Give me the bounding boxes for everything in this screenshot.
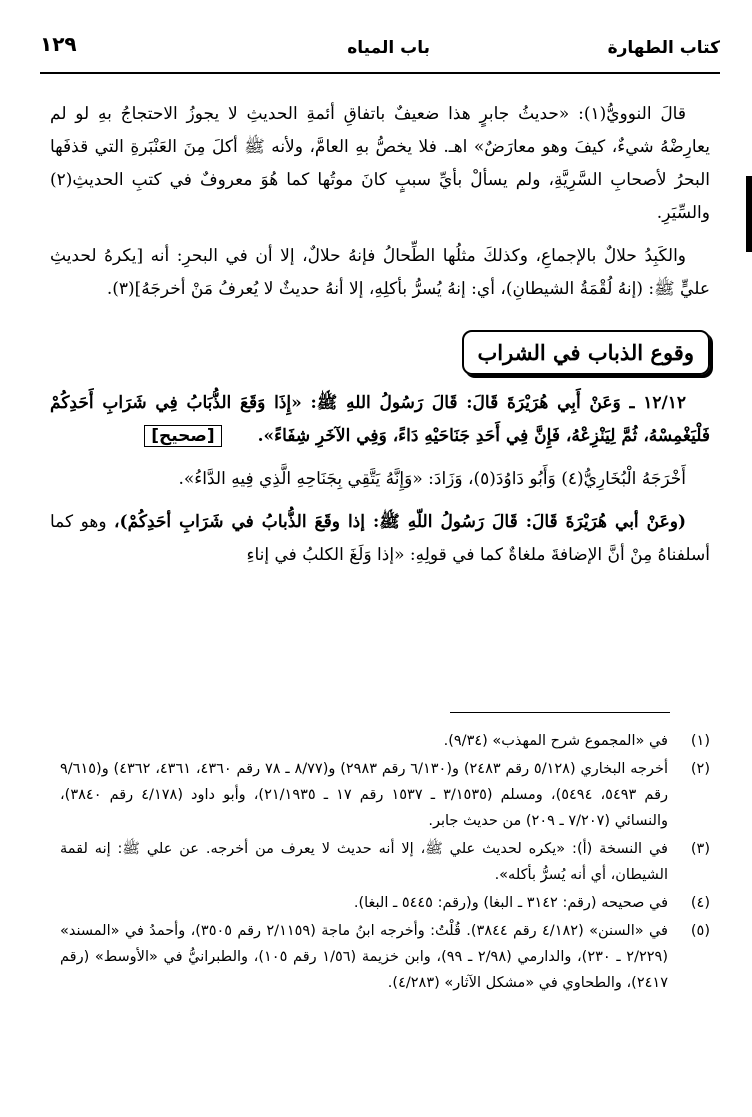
footnote (60, 756, 710, 834)
edge-mark (746, 176, 752, 252)
hadith-grade: [صحيح] (144, 425, 221, 447)
footnote-text: أخرجه البخاري (٥/١٢٨ رقم ٢٤٨٣) و(٦/١٣٠ رقم ٢٩٨٣) و(٨/٧٧ ـ ٧٨ رقم ٤٣٦٠، ٤٣٦١، ٤٣٦٢) و(٩/٦١٥ رقم ٥٤٩٣، ٥٤٩٤)، ومسلم (٣/١٥٣٥ ـ ١٥٣٧ رقم ١٧ ـ ٢١/١٩٣٥)، وأبو داود (٤/١٧٨ رقم ٣٨٤٠)، والنسائي (٧/٢٠٧ ـ ٢٠٩) من حديث جابر. (60, 761, 669, 829)
paragraph-liver: والكَبِدُ حلالٌ بالإجماعِ، وكذلكَ مثلُها الطِّحالُ فإنهُ حلالٌ، إلا أن في البحرِ: أنه [يكرهُ لحديثِ عليٍّ ﷺ: (إنهُ لُقْمَةُ الشيطانِ)، أي: إنهُ يُسرُّ بأكلِهِ، إلا أنهُ حديثٌ لا يُعرفُ مَنْ أخرجَهُ](٣). (50, 246, 710, 299)
footnote-number: (٤) (690, 895, 710, 911)
footnote-text: في «المجموع شرح المهذب» (٩/٣٤). (443, 733, 668, 749)
footnote (60, 918, 710, 996)
commentary-text: وهو كما أسلفناهُ مِنْ أنَّ الإضافةَ ملغاةٌ كما في قولِهِ: «إذا وَلَغَ الكلبُ في إناءِ (50, 512, 710, 565)
footnote-number: (٢) (690, 761, 710, 777)
paragraph-nawawi: قالَ النوويُّ(١): «حديثُ جابرٍ هذا ضعيفٌ باتفاقِ أئمةِ الحديثِ لا يجوزُ الاحتجاجُ بهِ لو لم يعارِضْهُ شيءٌ، كيفَ وهو معارَضٌ» اهـ. فلا يخصُّ بهِ العامَّ، ولأنه ﷺ أكلَ مِنَ العَنْبَرةِ التي قذفَها البحرُ لأصحابِ السَّرِيَّةِ، ولم يسألْ بأيِّ سببٍ كانَ موتُها كما هُوَ معروفٌ في كتبِ الحديثِ(٢) والسِّيَرِ. (50, 104, 710, 223)
paragraph-takhrij: أَخْرَجَهُ الْبُخَارِيُّ(٤) وَأَبُو دَاوُدَ(٥)، وَزَادَ: «وَإِنَّهُ يَتَّقِي بِجَنَاحِهِ الَّذِي فِيهِ الدَّاءُ». (178, 469, 686, 489)
main-text (50, 98, 710, 582)
paragraph-commentary (50, 506, 710, 572)
footnote-text: في «السنن» (٤/١٨٢ رقم ٣٨٤٤). قُلْتُ: وأخرجه ابنُ ماجة (٢/١١٥٩ رقم ٣٥٠٥)، وأحمدُ في «المسند» (٢/٢٢٩ ـ ٢٣٠)، والدارمي (٢/٩٨ ـ ٩٩)، وابن خزيمة (١/٥٦ رقم ١٠٥)، والطبرانيُّ في «الأوسط» (رقم ٢٤١٧)، والطحاوي في «مشكل الآثار» (٤/٢٨٣). (60, 923, 668, 991)
footnote (60, 836, 710, 888)
commentary-quote: (وعَنْ أبي هُرَيْرَةَ قَالَ: قَالَ رَسُولُ اللّهِ ﷺ: إذا وقَعَ الذُّبابُ في شَرَابِ أحَدِكُمْ)، (114, 512, 686, 532)
footnote-text: في النسخة (أ): «يكره لحديث علي ﷺ، إلا أنه حديث لا يعرف من أخرجه. عن علي ﷺ: إنه لقمة الشيطان، أي أنه يُسرُّ بأكله». (60, 841, 668, 883)
footnotes (60, 728, 710, 998)
hadith-text (50, 387, 710, 453)
hadith-body: ١٢/١٢ ـ وَعَنْ أَبِي هُرَيْرَةَ قَالَ: قَالَ رَسُولُ اللهِ ﷺ: «إِذَا وَقَعَ الذُّبَابُ فِي شَرَابِ أَحَدِكُمْ فَلْيَغْمِسْهُ، ثُمَّ لِيَنْزِعْهُ، فَإِنَّ فِي أَحَدِ جَنَاحَيْهِ دَاءً، وَفِي الآخَرِ شِفَاءً». (50, 393, 710, 446)
footnote-text: في صحيحه (رقم: ٣١٤٢ ـ البغا) و(رقم: ٥٤٤٥ ـ البغا). (353, 895, 668, 911)
footnote-number: (١) (690, 733, 710, 749)
header-rule (40, 72, 720, 74)
footnote-number: (٥) (690, 923, 710, 939)
footnote (60, 890, 710, 916)
running-header (40, 28, 720, 68)
section-heading: وقوع الذباب في الشراب (462, 330, 710, 375)
footnote (60, 728, 710, 754)
book-title: كتاب الطهارة (607, 38, 720, 58)
footnote-number: (٣) (690, 841, 710, 857)
chapter-title: باب المياه (347, 38, 430, 58)
page-number: ١٢٩ (40, 32, 77, 56)
footnote-rule (450, 712, 670, 713)
